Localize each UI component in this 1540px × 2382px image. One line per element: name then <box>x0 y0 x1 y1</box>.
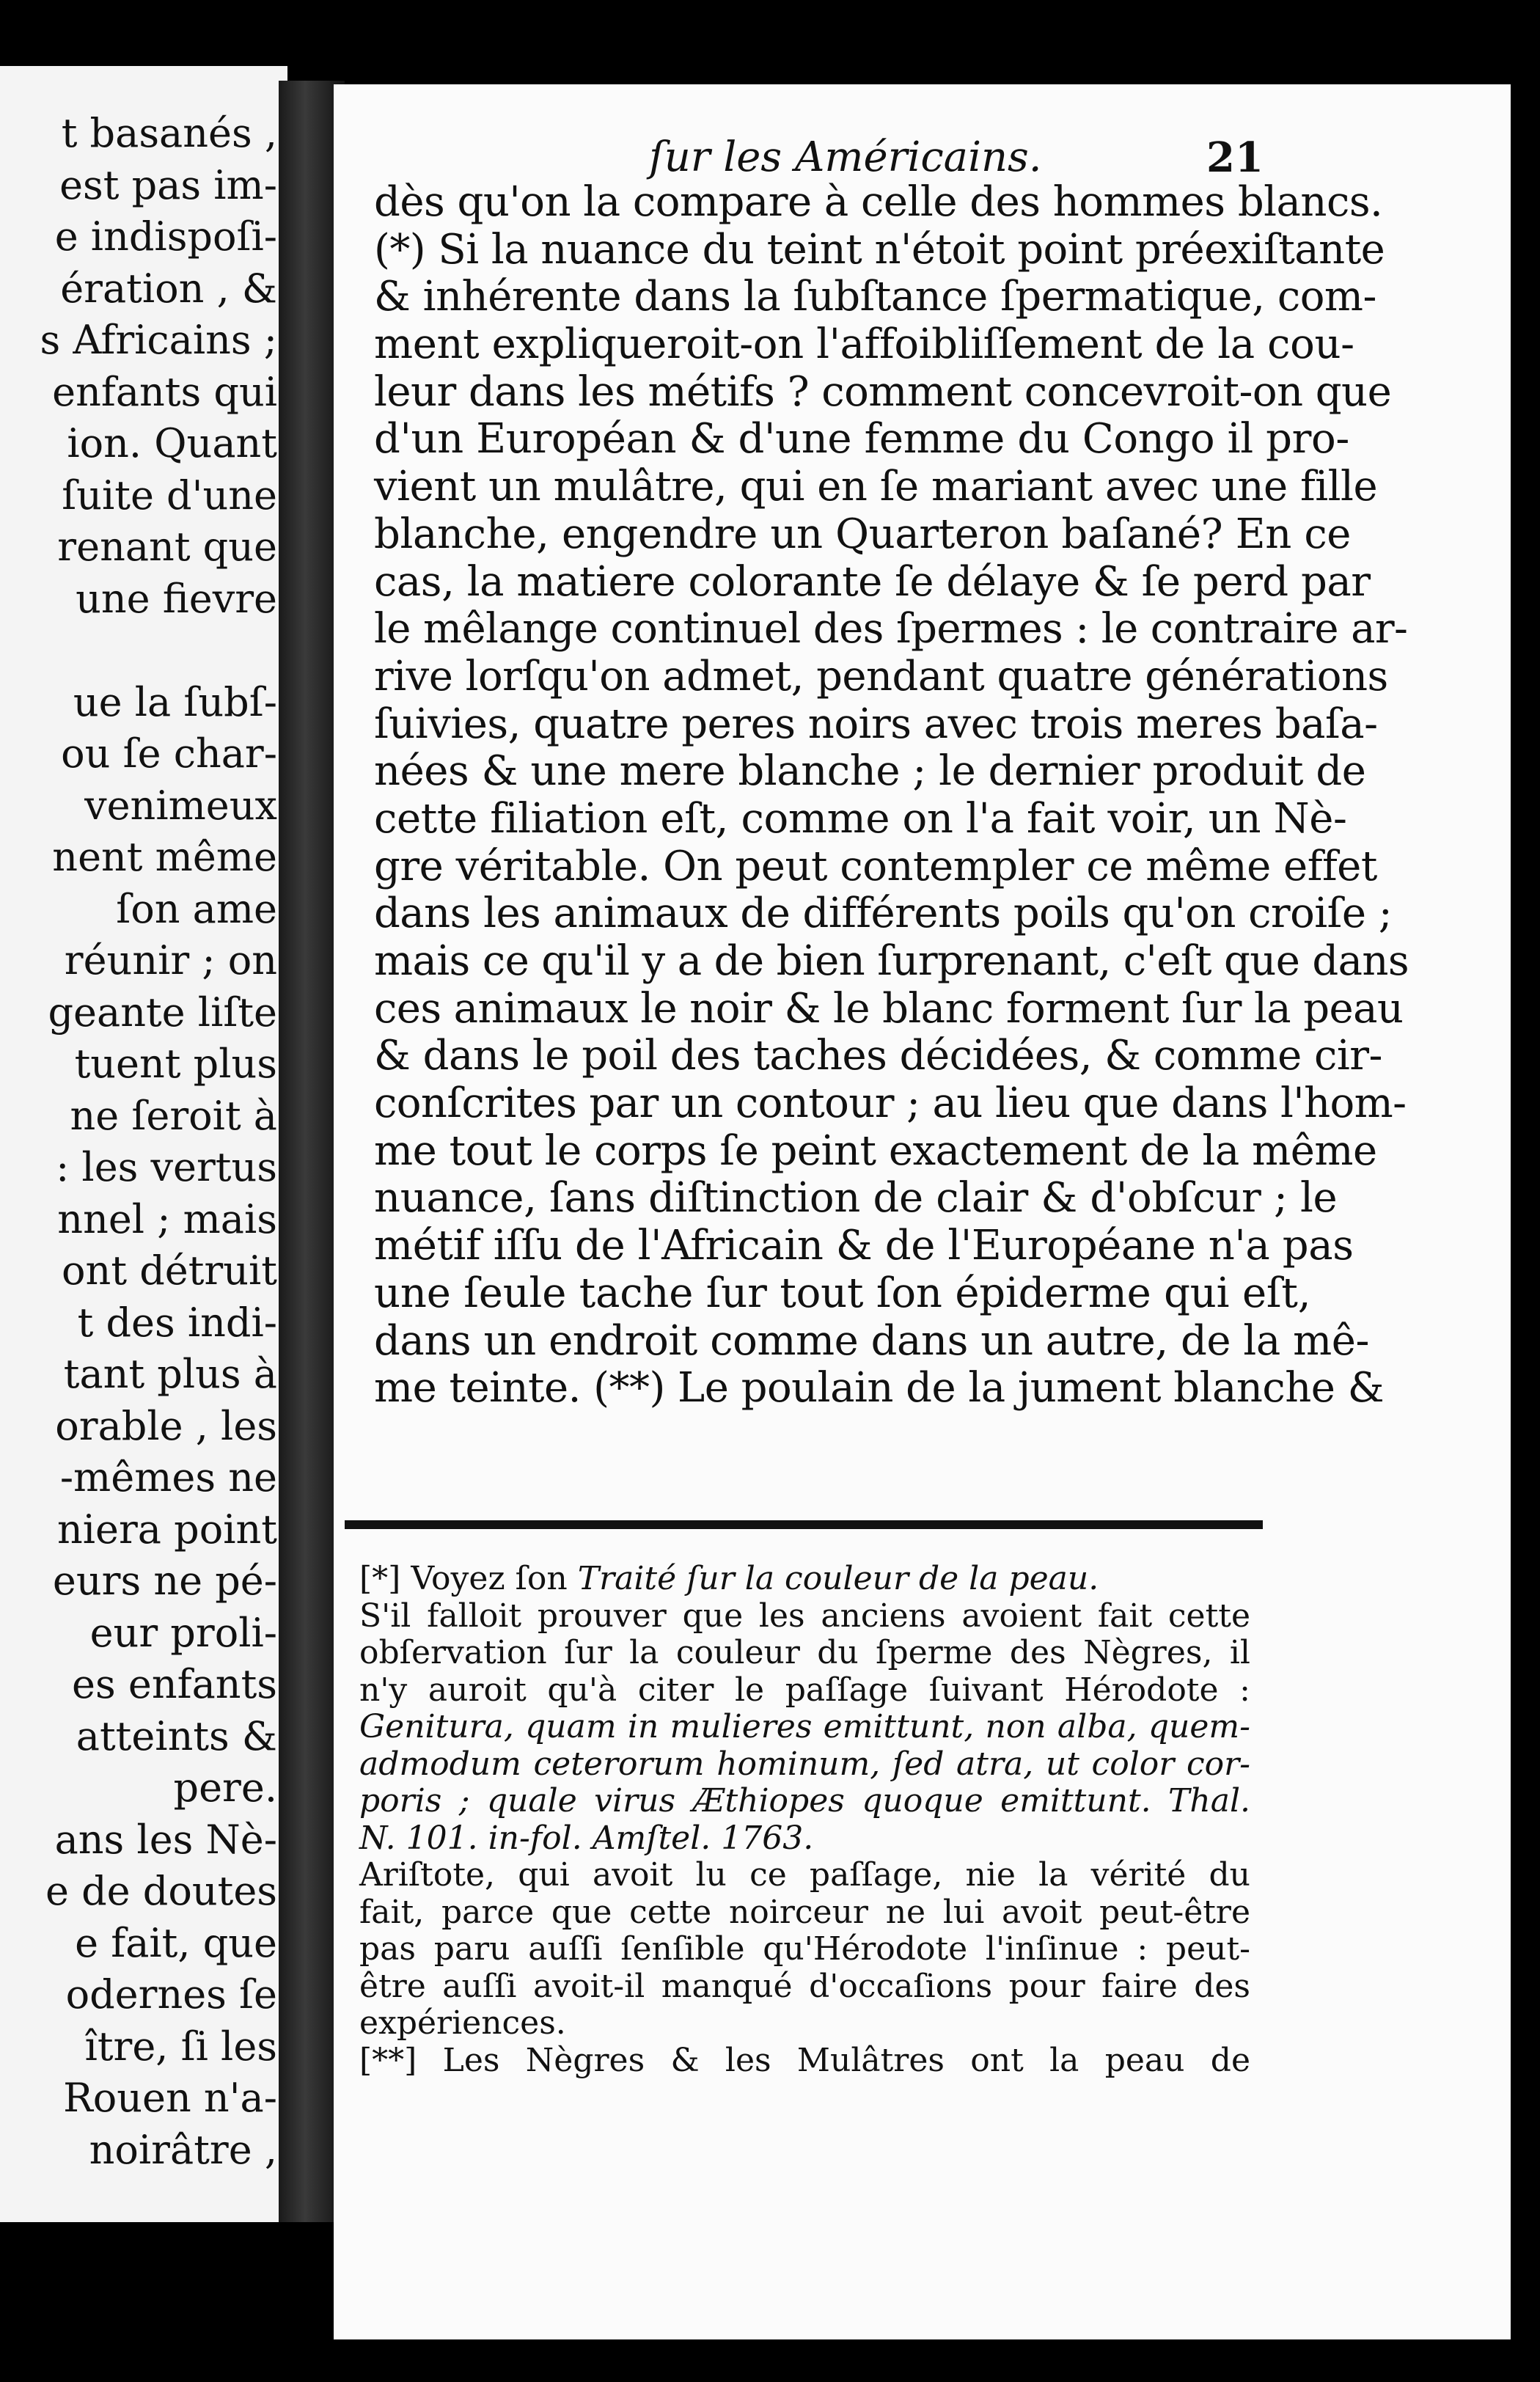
left-page-line: réunir ; on <box>64 937 277 983</box>
body-line: dans un endroit comme dans un autre, de la mê- <box>374 1316 1369 1365</box>
body-line: vient un mulâtre, qui en ſe mariant avec une fille <box>374 463 1378 511</box>
left-page-line: e de doutes <box>45 1868 277 1914</box>
body-line: ment expliqueroit-on l'affoibliſſement de la cou- <box>374 320 1354 369</box>
left-page-line: eurs ne pé- <box>52 1558 277 1604</box>
left-page-line: : les vertus <box>56 1144 277 1190</box>
footnote-1-marker: [*] Voyez ſon <box>359 1560 578 1597</box>
left-page-line: odernes ſe <box>65 1971 277 2018</box>
left-page-line: s Africains ; <box>40 317 277 363</box>
body-line: gre véritable. On peut contempler ce même effet <box>374 842 1377 890</box>
left-page-line: ération , & <box>60 265 277 312</box>
body-line: dès qu'on la compare à celle des hommes blancs. <box>374 178 1383 226</box>
footnote-latin-line: poris ; quale virus Æthiopes quoque emittunt. Thal. <box>359 1782 1250 1820</box>
body-line: (*) Si la nuance du teint n'étoit point préexiſtante <box>374 225 1385 274</box>
left-page-line: tant plus à <box>63 1351 277 1397</box>
running-head-title: ſur les Américains. <box>649 133 1042 181</box>
left-page-line: e fait, que <box>75 1919 277 1966</box>
left-page-line: ne ſeroit à <box>70 1092 277 1139</box>
body-line: nées & une mere blanche ; le dernier produit de <box>374 747 1366 796</box>
left-page-line: niera point <box>56 1506 277 1553</box>
body-line: leur dans les métifs ? comment concevroit-on que <box>374 367 1392 416</box>
left-page-line: venimeux <box>84 782 277 829</box>
body-line: me teinte. (**) Le poulain de la jument blanche & <box>374 1364 1385 1412</box>
footnote-line: S'il falloit prouver que les anciens avoient fait cette <box>359 1597 1250 1635</box>
footnote-latin-line: admodum ceterorum hominum, ſed atra, ut color cor- <box>359 1745 1250 1783</box>
left-page-line: ou ſe char- <box>61 730 277 777</box>
left-page-line: atteints & <box>76 1712 277 1759</box>
left-page-line: e indispoſi- <box>54 213 277 260</box>
body-line: une ſeule tache ſur tout ſon épiderme qui eſt, <box>374 1269 1311 1317</box>
footnote-line: pas paru auſſi ſenſible qu'Hérodote l'inſinue : peut- <box>359 1930 1250 1968</box>
footnote-line: Ariſtote, qui avoit lu ce paſſage, nie la vérité du <box>359 1856 1250 1894</box>
body-line: dans les animaux de différents poils qu'on croiſe ; <box>374 890 1393 938</box>
left-page-line: orable , les <box>55 1402 277 1449</box>
left-page-line: ſuite d'une <box>62 472 277 518</box>
left-page-line: ion. Quant <box>67 420 277 466</box>
body-line: conſcrites par un contour ; au lieu que dans l'hom- <box>374 1080 1407 1128</box>
left-page-line: ſon ame <box>116 885 277 932</box>
left-page-line: noirâtre , <box>89 2126 277 2173</box>
left-page-line: eur proli- <box>89 1609 277 1656</box>
body-line: d'un Européan & d'une femme du Congo il pro- <box>374 415 1349 463</box>
footnote-reference: N. 101. in-fol. Amſtel. 1763. <box>359 1819 814 1857</box>
left-page-line: nent même <box>52 834 277 880</box>
left-page-line: geante liſte <box>48 989 277 1036</box>
footnotes-block <box>359 1561 1250 2079</box>
footnote-2: [**] Les Nègres & les Mulâtres ont la peau de <box>359 2041 1250 2079</box>
left-page-fragment <box>0 66 287 2222</box>
body-line: & dans le poil des taches décidées, & comme cir- <box>374 1032 1382 1080</box>
footnote-line: obſervation ſur la couleur du ſperme des Nègres, il <box>359 1634 1250 1671</box>
left-page-line: -mêmes ne <box>59 1454 277 1500</box>
body-line: cas, la matiere colorante ſe délaye & ſe perd par <box>374 557 1371 606</box>
body-line: ces animaux le noir & le blanc forment ſur la peau <box>374 984 1404 1033</box>
footnote-1-title: Traité ſur la couleur de la peau. <box>577 1560 1099 1597</box>
footnote-latin-line: Genitura, quam in mulieres emittunt, non alba, quem- <box>359 1708 1250 1745</box>
left-page-line: renant que <box>57 524 277 570</box>
body-line: rive lorſqu'on admet, pendant quatre générations <box>374 652 1388 700</box>
body-line: me tout le corps ſe peint exactement de la même <box>374 1126 1377 1175</box>
body-line: ſuivies, quatre peres noirs avec trois meres baſa- <box>374 700 1378 748</box>
left-page-line: tuent plus <box>74 1041 277 1087</box>
left-page-line: ue la ſubſ- <box>73 678 277 725</box>
body-line: métif iſſu de l'Africain & de l'Européane n'a pas <box>374 1222 1354 1270</box>
body-line: nuance, ſans diſtinction de clair & d'obſcur ; le <box>374 1174 1338 1223</box>
footnote-line: être auſſi avoit-il manqué d'occaſions pour faire des <box>359 1967 1250 2005</box>
left-page-line: ître, ſi les <box>84 2023 277 2070</box>
body-line: & inhérente dans la ſubſtance ſpermatique, com- <box>374 273 1376 321</box>
footnote-rule <box>345 1520 1263 1529</box>
footnote-1 <box>359 1561 1250 1598</box>
left-page-line: t basanés , <box>61 110 277 156</box>
left-page-line: t des indi- <box>77 1299 277 1346</box>
body-line: mais ce qu'il y a de bien ſurprenant, c'eſt que dans <box>374 937 1409 985</box>
body-line: blanche, engendre un Quarteron baſané? En ce <box>374 510 1352 558</box>
main-text-block <box>374 178 1409 1412</box>
left-page-line: ont détruit <box>62 1247 277 1294</box>
footnote-line: n'y auroit qu'à citer le paſſage ſuivant Hérodote : <box>359 1671 1250 1709</box>
body-line: cette filiation eſt, comme on l'a fait voir, un Nè- <box>374 794 1347 843</box>
left-page-line: est pas im- <box>59 161 277 208</box>
left-page-line: une fievre <box>76 575 277 622</box>
footnote-line: expériences. <box>359 2004 566 2042</box>
left-page-line: es enfants <box>72 1661 277 1707</box>
left-page-line: enfants qui <box>52 368 277 415</box>
body-line: le mêlange continuel des ſpermes : le contraire ar- <box>374 605 1408 653</box>
left-page-line: nnel ; mais <box>57 1195 277 1242</box>
left-page-line: pere. <box>173 1764 277 1811</box>
left-page-line: ans les Nè- <box>54 1816 277 1863</box>
left-page-line: Rouen n'a- <box>63 2075 277 2121</box>
footnote-line: fait, parce que cette noirceur ne lui avoit peut-être <box>359 1893 1250 1931</box>
page-number: 21 <box>1206 133 1264 182</box>
